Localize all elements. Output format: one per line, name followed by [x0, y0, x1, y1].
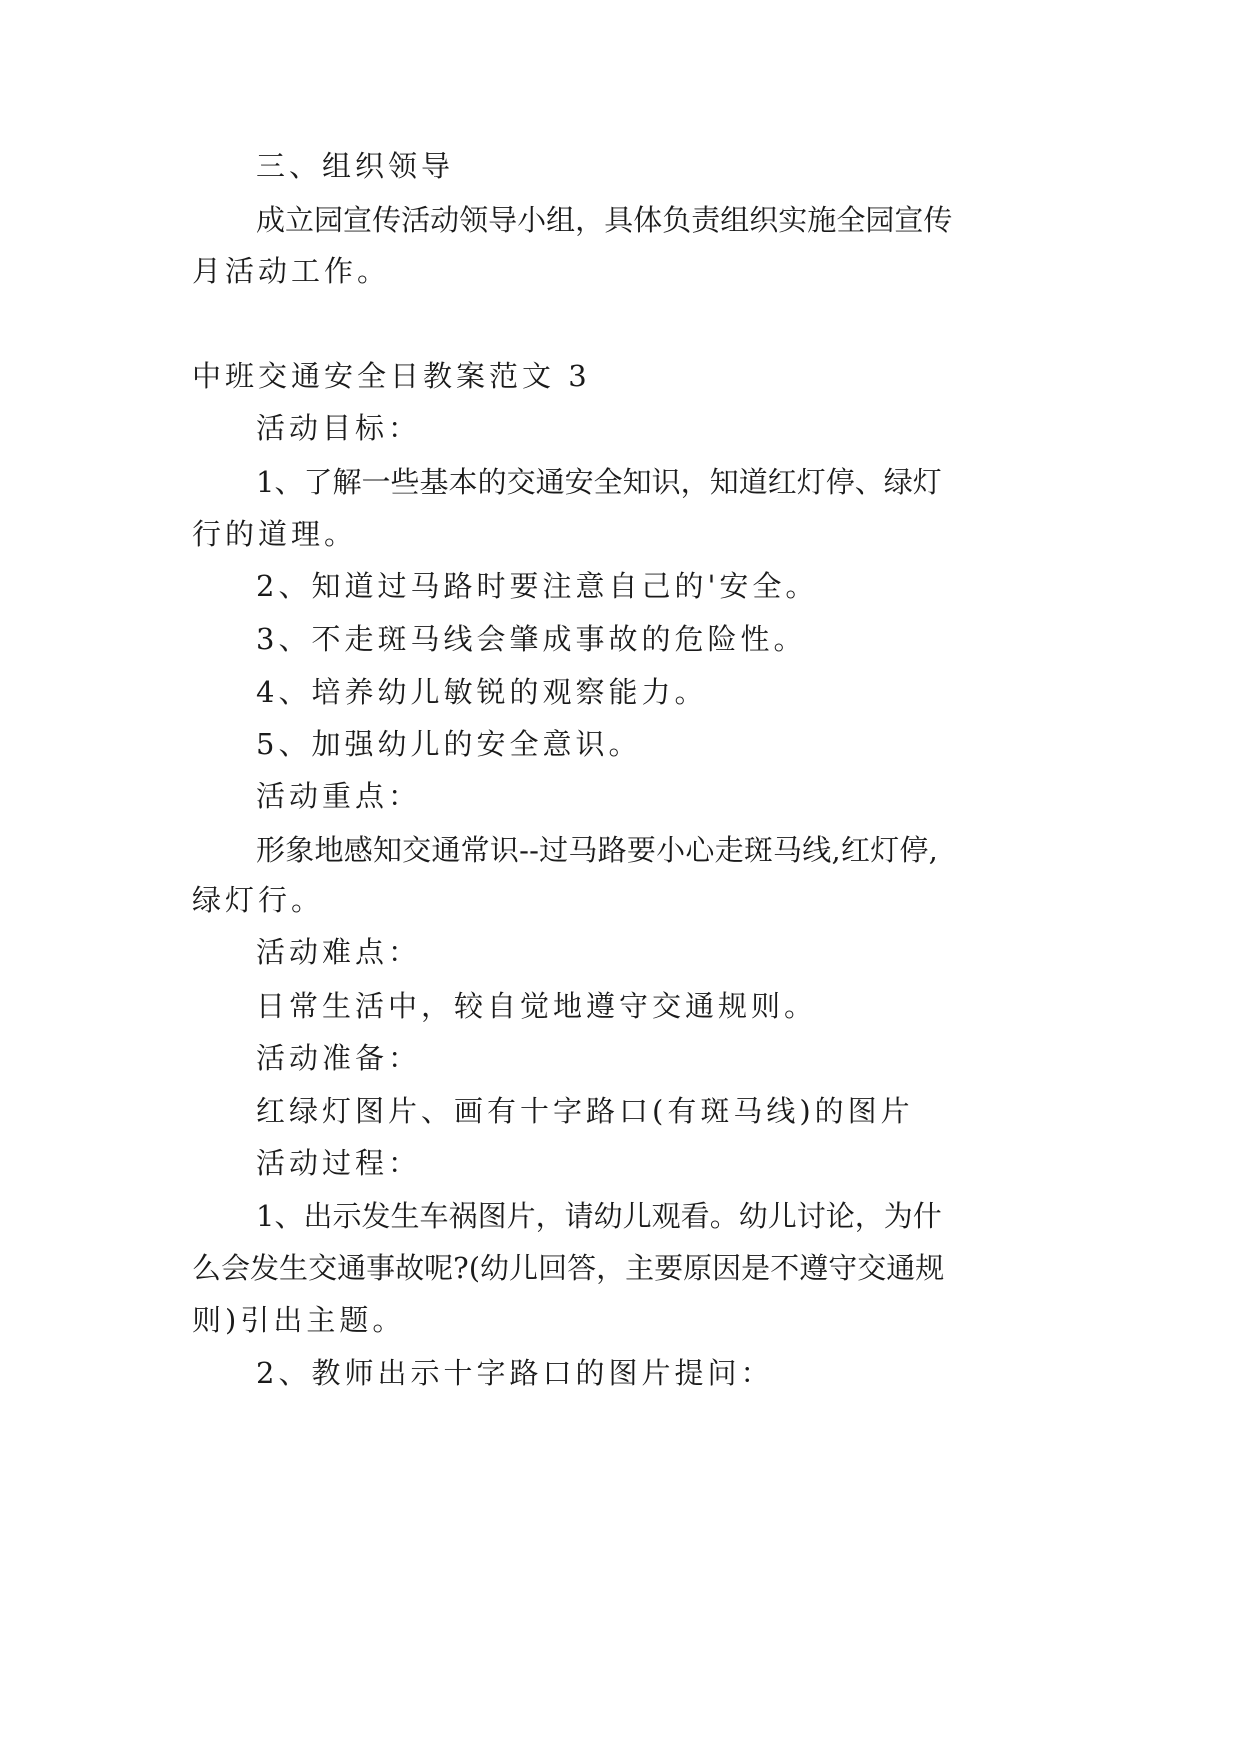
goal-2: 2、知道过马路时要注意自己的'安全。 [256, 569, 819, 603]
goals-heading: 活动目标： [256, 411, 422, 445]
key-points-heading: 活动重点： [256, 779, 422, 813]
goal-1-line-1: 1 、 了 解 一 些 基 本 的 交 通 安 全 知 识 ， 知 道 红 灯 停 、 绿 灯 [256, 465, 942, 499]
org-paragraph-line-2: 月活动工作。 [192, 254, 391, 288]
preparation-heading: 活动准备： [256, 1041, 422, 1075]
step-1-line-2: 么 会 发 生 交 通 事 故 呢 ? ( 幼 儿 回 答 ， 主 要 原 因 是 不 遵 守 交 通 规 [192, 1251, 945, 1285]
section-heading: 三、组织领导 [256, 149, 455, 183]
step-1-line-3: 则)引出主题。 [192, 1303, 406, 1337]
lesson-title: 中班交通安全日教案范文 3 [192, 359, 591, 393]
goal-5: 5、加强幼儿的安全意识。 [256, 727, 642, 761]
difficulty-heading: 活动难点： [256, 935, 422, 969]
goal-3: 3、不走斑马线会肇成事故的危险性。 [256, 622, 807, 656]
key-points-line-1: 形 象 地 感 知 交 通 常 识 - - 过 马 路 要 小 心 走 斑 马 线 , 红 灯 停 , [256, 833, 938, 867]
process-heading: 活动过程： [256, 1146, 422, 1180]
step-1-line-1: 1 、 出 示 发 生 车 祸 图 片 ， 请 幼 儿 观 看 。 幼 儿 讨 论 ， 为 什 [256, 1199, 942, 1233]
step-2: 2、教师出示十字路口的图片提问： [256, 1356, 774, 1390]
preparation-text: 红绿灯图片、画有十字路口(有斑马线)的图片 [256, 1094, 914, 1128]
key-points-line-2: 绿灯行。 [192, 883, 325, 917]
goal-4: 4、培养幼儿敏锐的观察能力。 [256, 675, 708, 709]
org-paragraph-line-1: 成 立 园 宣 传 活 动 领 导 小 组 ， 具 体 负 责 组 织 实 施 全 园 宣 传 [256, 203, 953, 237]
difficulty-text: 日常生活中，较自觉地遵守交通规则。 [256, 989, 818, 1023]
goal-1-line-2: 行的道理。 [192, 517, 358, 551]
